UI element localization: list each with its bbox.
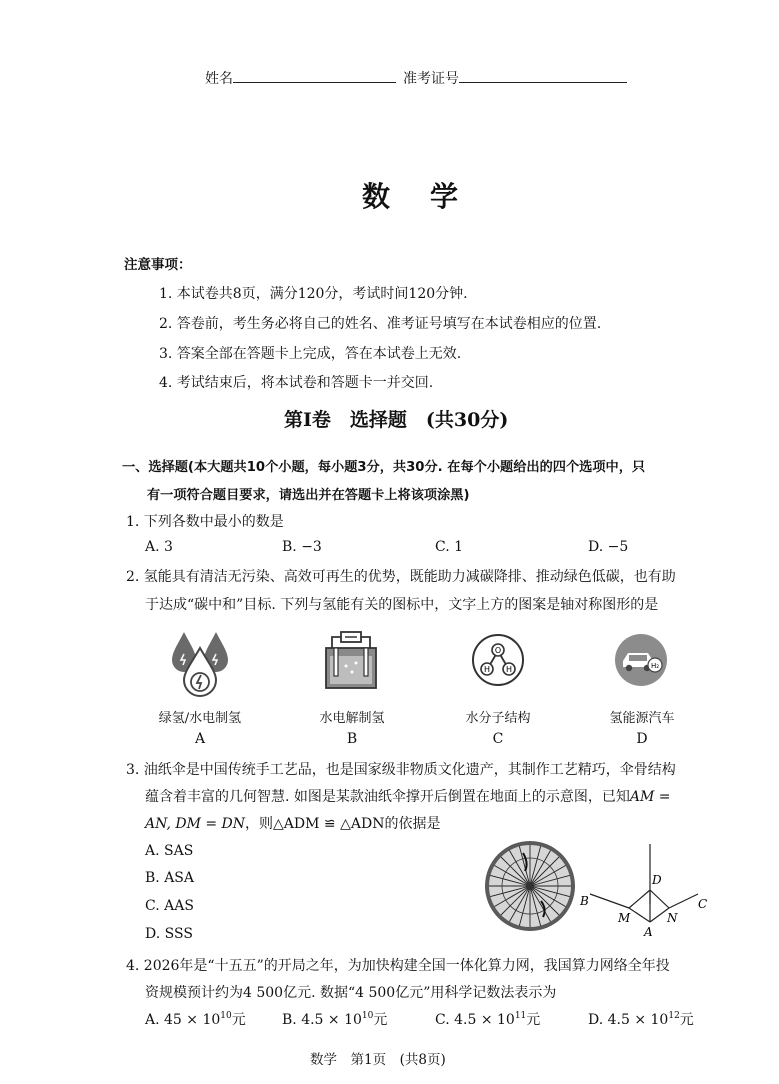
point-label-n: N — [667, 911, 678, 925]
q4-option-b[interactable] — [282, 1009, 387, 1029]
q2-option-d[interactable]: D — [636, 731, 648, 747]
q4-option-c[interactable] — [435, 1009, 540, 1029]
option-unit: 元 — [679, 1012, 694, 1028]
section-title: 第Ⅰ卷 选择题 (共30分) — [284, 409, 509, 431]
q4-stem-cont: 资规模预计约为4 500亿元. 数据“4 500亿元”用科学记数法表示为 — [145, 985, 557, 1001]
option-base: A. 45 × 10 — [145, 1012, 221, 1028]
q3-option-a[interactable]: A. SAS — [145, 843, 194, 859]
option-unit: 元 — [373, 1012, 388, 1028]
hydrogen-car-icon[interactable] — [614, 633, 668, 687]
exam-id-label: 准考证号 — [403, 71, 459, 87]
umbrella-photo — [483, 839, 577, 933]
point-label-a: A — [644, 925, 653, 939]
water-molecule-icon[interactable] — [471, 633, 525, 687]
notice-item: 3. 答案全部在答题卡上完成，答在本试卷上无效. — [159, 346, 462, 362]
icon-caption-d: 氢能源汽车 — [609, 711, 675, 726]
point-label-c: C — [698, 897, 708, 911]
q4-stem: 4. 2026年是“十五五”的开局之年，为加快构建全国一体化算力网，我国算力网络全年投 — [126, 958, 670, 974]
q1-option-a[interactable]: A. 3 — [145, 539, 173, 555]
q2-option-c[interactable]: C — [492, 731, 504, 747]
q1-option-b[interactable]: B. −3 — [282, 539, 322, 555]
point-label-b: B — [580, 894, 589, 908]
q2-option-b[interactable]: B — [346, 731, 358, 747]
page-footer: 数学 第1页 (共8页) — [310, 1052, 446, 1068]
q1-option-d[interactable]: D. −5 — [588, 539, 629, 555]
page-title: 数学 — [362, 180, 499, 213]
notice-item: 4. 考试结束后，将本试卷和答题卡一并交回. — [159, 375, 434, 391]
q4-option-d[interactable] — [588, 1009, 694, 1029]
geometry-diagram — [578, 842, 708, 942]
part1-heading: 一、选择题(本大题共10个小题，每小题3分，共30分. 在每个小题给出的四个选项中，只 — [122, 460, 646, 475]
q4-option-a[interactable] — [145, 1009, 246, 1029]
option-base: C. 4.5 × 10 — [435, 1012, 515, 1028]
q3-stem-math: AM = — [629, 789, 671, 805]
q3-stem-cont2 — [145, 813, 440, 833]
option-unit: 元 — [231, 1012, 246, 1028]
option-unit: 元 — [526, 1012, 541, 1028]
atom-label: H — [483, 665, 491, 674]
name-label: 姓名 — [205, 71, 233, 87]
atom-label: H — [505, 665, 513, 674]
q3-stem-text2: ，则△ADM ≌ △ADN的依据是 — [245, 816, 441, 832]
header-name-field — [205, 68, 396, 88]
q2-stem: 2. 氢能具有清洁无污染、高效可再生的优势，既能助力减碳降排、推动绿色低碳，也有助 — [126, 569, 676, 585]
q2-option-a[interactable]: A — [194, 731, 206, 747]
q3-option-b[interactable]: B. ASA — [145, 870, 194, 886]
q3-option-c[interactable]: C. AAS — [145, 898, 194, 914]
notice-item: 1. 本试卷共8页，满分120分，考试时间120分钟. — [159, 286, 468, 302]
q3-stem: 3. 油纸伞是中国传统手工艺品，也是国家级非物质文化遗产，其制作工艺精巧，伞骨结构 — [126, 762, 676, 778]
electrolysis-icon[interactable] — [322, 630, 380, 692]
q3-stem-text: 蕴含着丰富的几何智慧. 如图是某款油纸伞撑开后倒置在地面上的示意图，已知 — [145, 789, 630, 805]
icon-caption-b: 水电解制氢 — [319, 711, 385, 726]
icon-caption-a: 绿氢/水电制氢 — [158, 711, 242, 726]
q3-stem-cont — [145, 786, 671, 806]
option-exponent: 11 — [514, 1011, 527, 1021]
option-exponent: 12 — [668, 1011, 680, 1021]
exam-id-underline[interactable] — [459, 69, 627, 83]
notice-item: 2. 答卷前，考生务必将自己的姓名、准考证号填写在本试卷相应的位置. — [159, 316, 602, 332]
option-base: D. 4.5 × 10 — [588, 1012, 669, 1028]
icon-caption-c: 水分子结构 — [465, 711, 531, 726]
q1-option-c[interactable]: C. 1 — [435, 539, 464, 555]
header-exam-id-field — [403, 68, 627, 88]
point-label-d: D — [652, 873, 662, 887]
atom-label: O — [494, 646, 502, 655]
option-exponent: 10 — [220, 1011, 232, 1021]
car-badge-label: H₂ — [650, 662, 660, 670]
name-underline[interactable] — [233, 69, 396, 83]
option-exponent: 10 — [361, 1011, 374, 1021]
option-base: B. 4.5 × 10 — [282, 1012, 362, 1028]
q3-option-d[interactable]: D. SSS — [145, 926, 193, 942]
part1-heading-cont: 有一项符合题目要求，请选出并在答题卡上将该项涂黑) — [147, 488, 470, 503]
q3-stem-math2: AN, DM = DN — [145, 816, 246, 832]
notice-heading: 注意事项： — [124, 257, 192, 273]
hydro-drops-icon[interactable] — [168, 628, 232, 700]
q1-stem: 1. 下列各数中最小的数是 — [126, 514, 284, 530]
q2-stem-cont: 于达成“碳中和”目标. 下列与氢能有关的图标中，文字上方的图案是轴对称图形的是 — [145, 597, 659, 613]
point-label-m: M — [618, 911, 631, 925]
